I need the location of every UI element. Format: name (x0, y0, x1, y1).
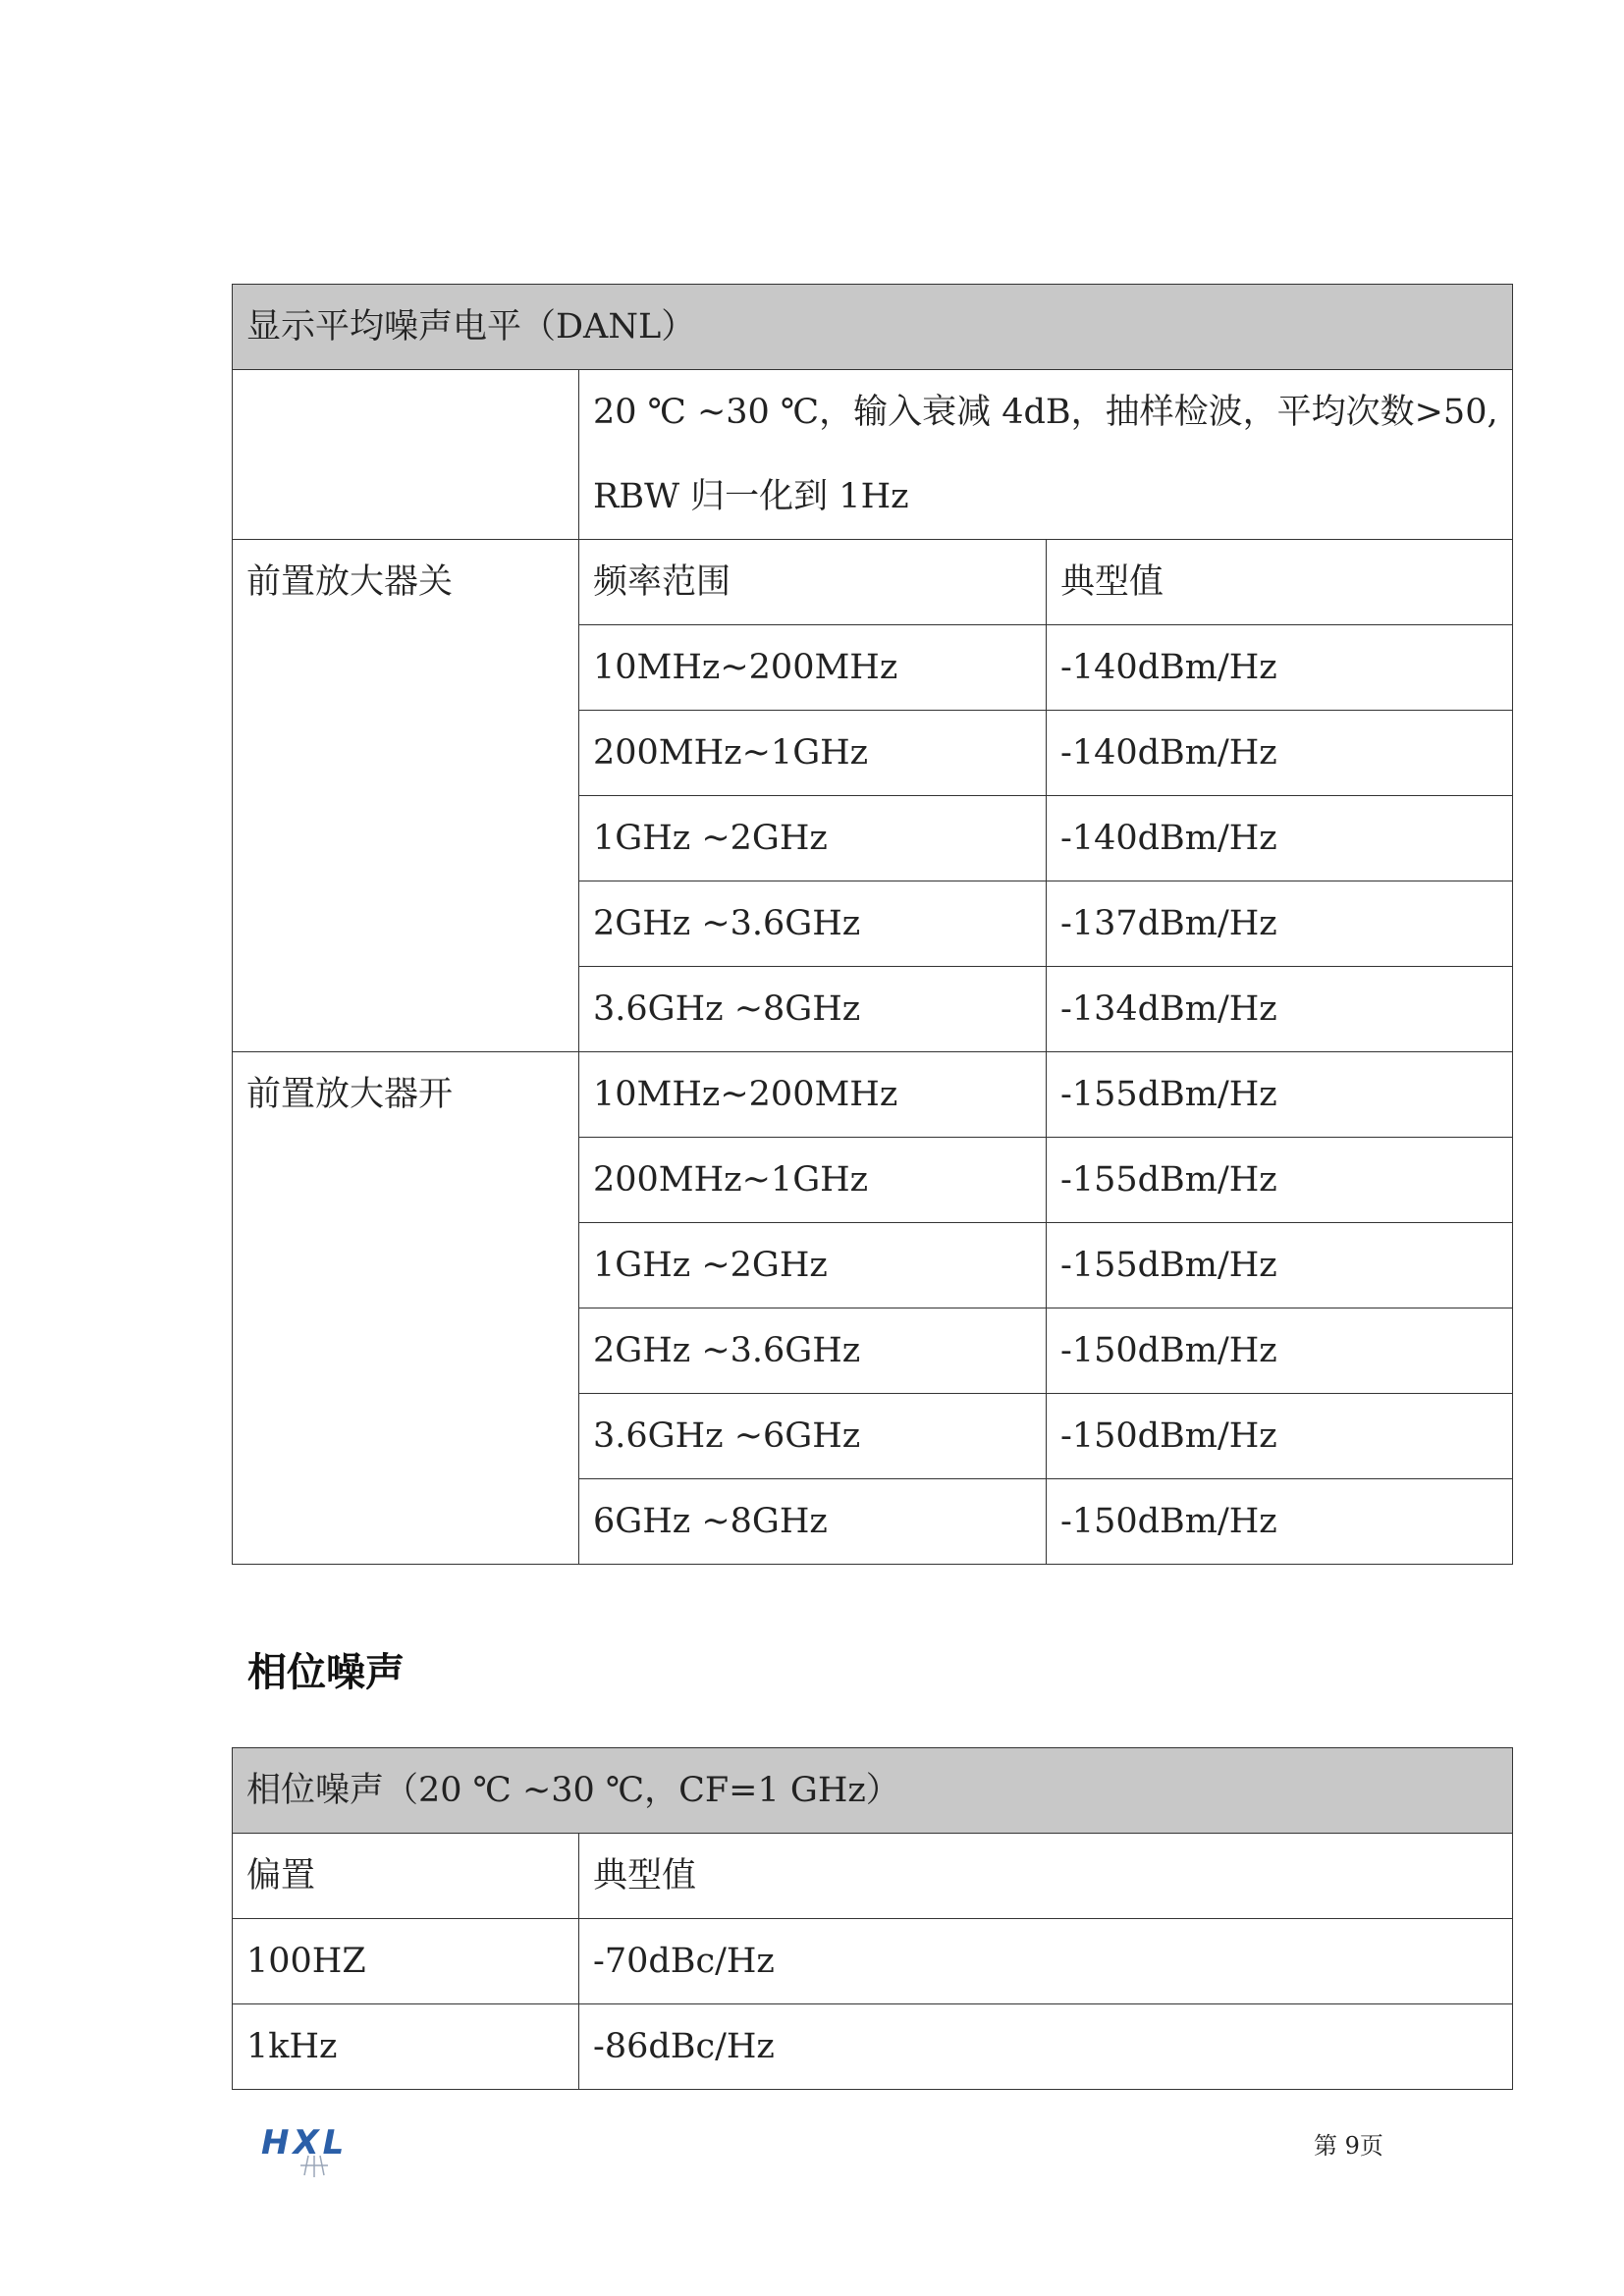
typical-value-cell: -137dBm/Hz (1047, 881, 1513, 967)
offset-header: 偏置 (233, 1834, 579, 1919)
freq-range-cell: 10MHz~200MHz (579, 625, 1047, 711)
phase-noise-column-header-row (233, 1834, 1513, 1919)
typical-value-cell: -134dBm/Hz (1047, 967, 1513, 1052)
danl-condition-row (233, 370, 1513, 540)
preamp-on-label: 前置放大器开 (233, 1052, 579, 1565)
freq-range-cell: 2GHz ~3.6GHz (579, 1308, 1047, 1394)
danl-table (232, 284, 1513, 1565)
phase-noise-title: 相位噪声（20 ℃ ~30 ℃，CF=1 GHz） (233, 1748, 1513, 1834)
freq-range-header: 频率范围 (579, 540, 1047, 625)
freq-range-cell: 2GHz ~3.6GHz (579, 881, 1047, 967)
danl-condition-blank-cell (233, 370, 579, 540)
danl-header-row (233, 285, 1513, 370)
typical-value-header: 典型值 (1047, 540, 1513, 625)
offset-cell: 1kHz (233, 2004, 579, 2090)
typical-value-cell: -140dBm/Hz (1047, 711, 1513, 796)
danl-title: 显示平均噪声电平（DANL） (233, 285, 1513, 370)
typical-value-cell: -86dBc/Hz (579, 2004, 1513, 2090)
typical-value-cell: -150dBm/Hz (1047, 1394, 1513, 1479)
typical-value-cell: -155dBm/Hz (1047, 1223, 1513, 1308)
typical-value-cell: -140dBm/Hz (1047, 625, 1513, 711)
freq-range-cell: 3.6GHz ~8GHz (579, 967, 1047, 1052)
page-number: 第 9页 (1314, 2132, 1383, 2160)
typical-value-header: 典型值 (579, 1834, 1513, 1919)
freq-range-cell: 3.6GHz ~6GHz (579, 1394, 1047, 1479)
table-row (233, 1919, 1513, 2004)
logo-text: HXL (261, 2123, 349, 2163)
freq-range-cell: 200MHz~1GHz (579, 711, 1047, 796)
freq-range-cell: 1GHz ~2GHz (579, 796, 1047, 881)
typical-value-cell: -150dBm/Hz (1047, 1308, 1513, 1394)
table-row (233, 1052, 1513, 1138)
danl-condition-line2: RBW 归一化到 1Hz (593, 477, 909, 516)
danl-condition-line1: 20 ℃ ~30 ℃，输入衰减 4dB，抽样检波，平均次数>50, (593, 393, 1498, 432)
phase-noise-header-row (233, 1748, 1513, 1834)
freq-range-cell: 6GHz ~8GHz (579, 1479, 1047, 1565)
typical-value-cell: -155dBm/Hz (1047, 1138, 1513, 1223)
hxl-logo (257, 2120, 375, 2179)
preamp-off-label: 前置放大器关 (233, 540, 579, 1052)
freq-range-cell: 10MHz~200MHz (579, 1052, 1047, 1138)
typical-value-cell: -140dBm/Hz (1047, 796, 1513, 881)
freq-range-cell: 1GHz ~2GHz (579, 1223, 1047, 1308)
phase-noise-table (232, 1747, 1513, 2090)
danl-condition-cell (579, 370, 1513, 540)
typical-value-cell: -70dBc/Hz (579, 1919, 1513, 2004)
freq-range-cell: 200MHz~1GHz (579, 1138, 1047, 1223)
typical-value-cell: -150dBm/Hz (1047, 1479, 1513, 1565)
danl-column-header-row (233, 540, 1513, 625)
table-row (233, 2004, 1513, 2090)
phase-noise-heading: 相位噪声 (247, 1650, 405, 1695)
typical-value-cell: -155dBm/Hz (1047, 1052, 1513, 1138)
offset-cell: 100HZ (233, 1919, 579, 2004)
